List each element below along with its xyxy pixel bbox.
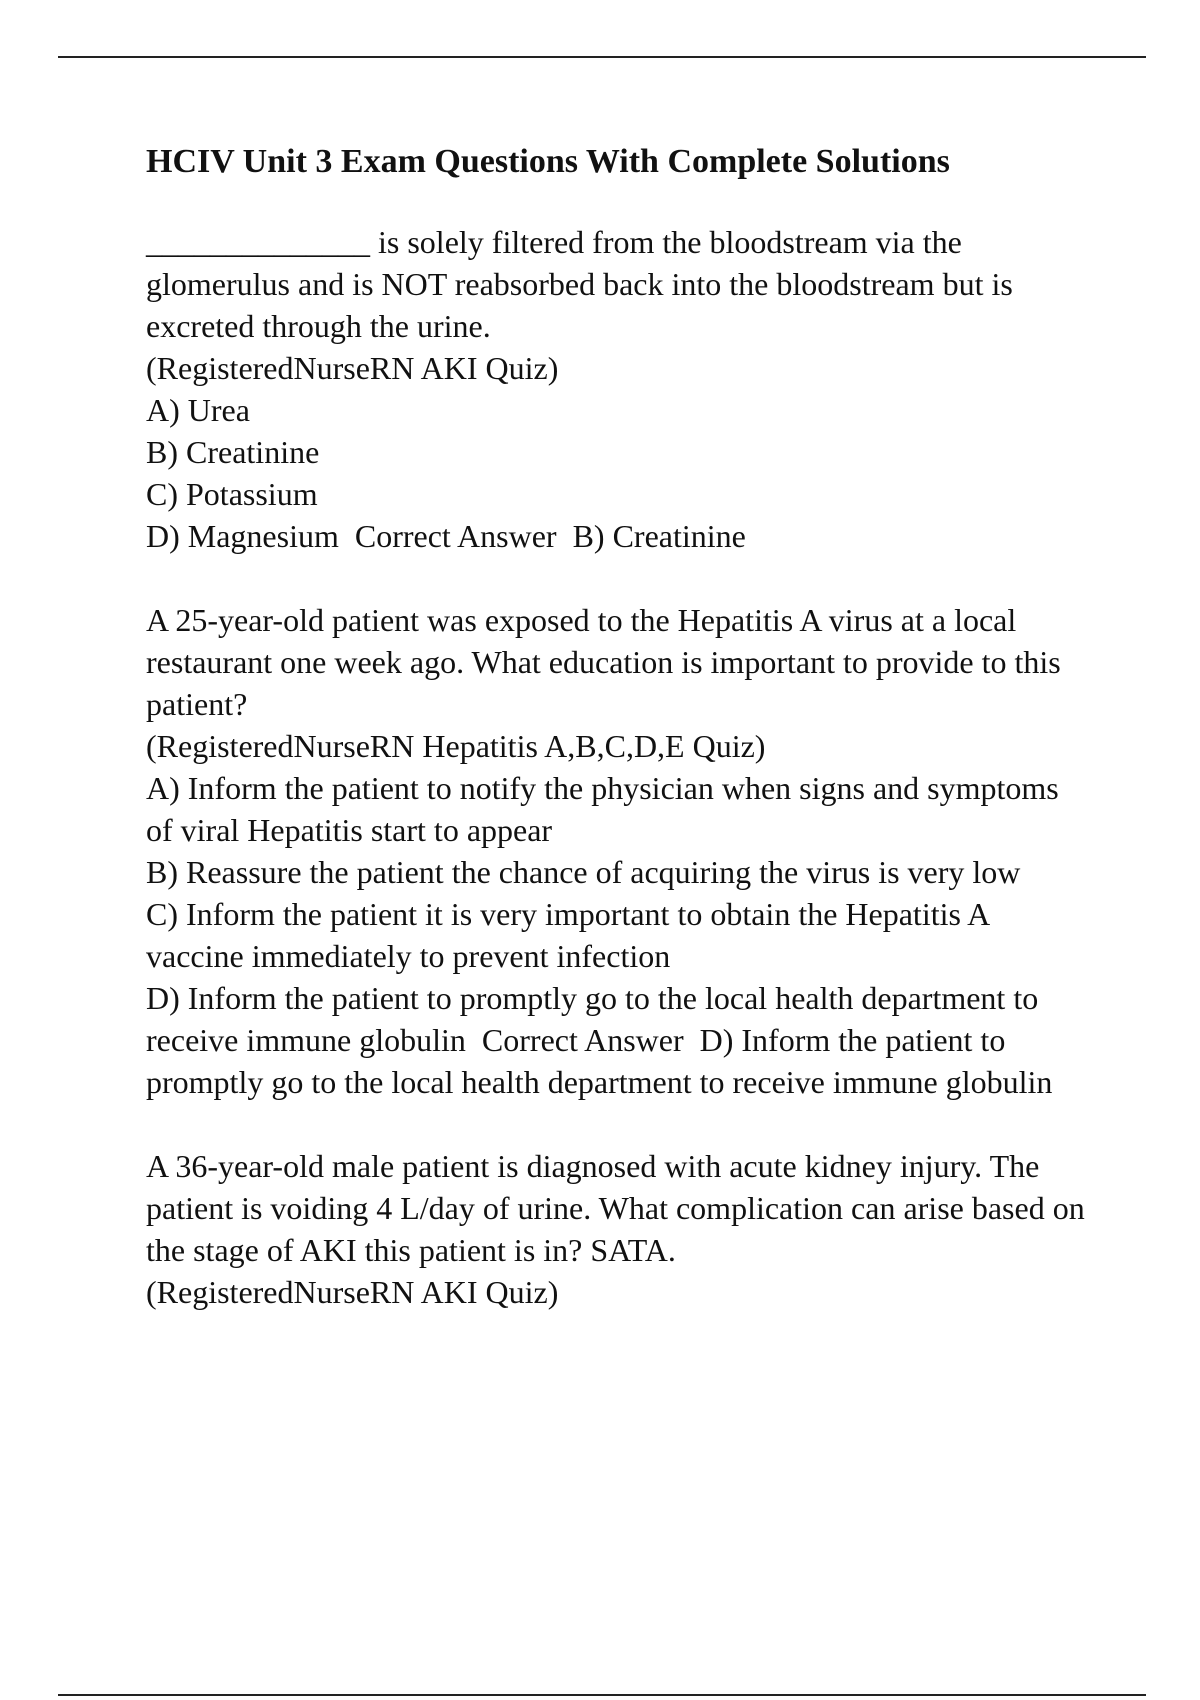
correct-answer-label: Correct Answer xyxy=(481,1022,684,1058)
option-b: B) Reassure the patient the chance of acquiring the virus is very low xyxy=(146,854,1021,890)
question-source: (RegisteredNurseRN AKI Quiz) xyxy=(146,1274,559,1310)
option-d: D) Inform the patient to promptly go to the local health department to receive immune globulin xyxy=(146,980,1039,1058)
correct-answer: D) Inform the patient to promptly go to the local health department to receive immune globulin xyxy=(146,1022,1053,1100)
option-b: B) Creatinine xyxy=(146,434,320,470)
correct-answer: B) Creatinine xyxy=(572,518,746,554)
document-title: HCIV Unit 3 Exam Questions With Complete Solutions xyxy=(146,143,950,180)
option-c: C) Inform the patient it is very important to obtain the Hepatitis A vaccine immediately to prevent infection xyxy=(146,896,989,974)
option-d-with-answer xyxy=(146,977,1086,1103)
top-rule xyxy=(58,56,1146,58)
question-3 xyxy=(146,1145,1086,1313)
question-stem: A 25-year-old patient was exposed to the Hepatitis A virus at a local restaurant one week ago. What education is important to provide to this patient? xyxy=(146,602,1061,722)
document-body xyxy=(146,141,1086,1355)
bottom-rule xyxy=(58,1694,1146,1696)
question-source: (RegisteredNurseRN Hepatitis A,B,C,D,E Quiz) xyxy=(146,728,766,764)
question-stem: ______________ is solely filtered from the bloodstream via the glomerulus and is NOT reabsorbed back into the bloodstream but is excreted through the urine. xyxy=(146,224,1013,344)
question-source: (RegisteredNurseRN AKI Quiz) xyxy=(146,350,559,386)
question-stem: A 36-year-old male patient is diagnosed with acute kidney injury. The patient is voiding 4 L/day of urine. What complication can arise based on the stage of AKI this patient is in? SATA. xyxy=(146,1148,1085,1268)
option-d: D) Magnesium xyxy=(146,518,339,554)
option-a: A) Urea xyxy=(146,392,250,428)
correct-answer-label: Correct Answer xyxy=(354,518,557,554)
option-c: C) Potassium xyxy=(146,476,318,512)
option-a: A) Inform the patient to notify the physician when signs and symptoms of viral Hepatitis start to appear xyxy=(146,770,1059,848)
question-2 xyxy=(146,599,1086,1103)
question-1 xyxy=(146,221,1086,557)
option-d-with-answer xyxy=(146,515,1086,557)
